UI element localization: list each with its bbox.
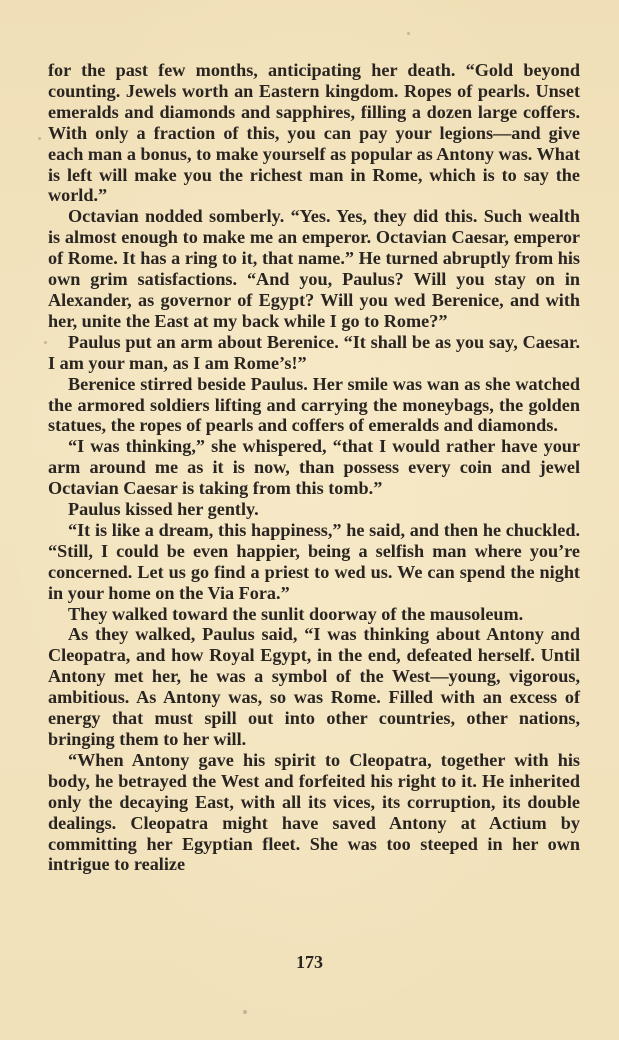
paragraph: “When Antony gave his spirit to Cleopatra, together with his body, he betrayed the West and forfeited his right to it. He inherited only the decaying East, with all its vices, its corruption, its double dealings. Cleopatra might have saved Antony at Actium by committing her Egyptian fleet. She was too steeped in her own intrigue to realize bbox=[48, 749, 580, 875]
paragraph: “It is like a dream, this happiness,” he said, and then he chuckled. “Still, I could be even happier, being a selfish man where you’re concerned. Let us go find a priest to wed us. We can spend the night in your home on the Via Fora.” bbox=[48, 519, 580, 603]
body-text bbox=[48, 60, 580, 875]
paragraph: Paulus kissed her gently. bbox=[68, 499, 259, 520]
paragraph: As they walked, Paulus said, “I was thinking about Antony and Cleopatra, and how Royal Egypt, in the end, defeated herself. Until Antony met her, he was a symbol of the West—young, vigorous, ambitious. As Antony was, so was Rome. Filled with an excess of energy that must spill out into other countries, other nations, bringing them to her will. bbox=[48, 624, 580, 749]
paper-speck bbox=[407, 32, 410, 35]
paragraph: for the past few months, anticipating her death. “Gold beyond counting. Jewels worth an Eastern kingdom. Ropes of pearls. Unset emeralds and diamonds and sapphires, filling a dozen large coffers. With only a fraction of this, you can pay your legions—and give each man a bonus, to make yourself as popular as Antony was. What is left will make you the richest man in Rome, which is to say the world.” bbox=[48, 60, 580, 206]
page-number: 173 bbox=[296, 952, 323, 972]
paragraph: Octavian nodded somberly. “Yes. Yes, they did this. Such wealth is almost enough to make me an emperor. Octavian Caesar, emperor of Rome. It has a ring to it, that name.” He turned abruptly from his own grim satisfactions. “And you, Paulus? Will you stay on in Alexander, as governor of Egypt? Will you wed Berenice, and with her, unite the East at my back while I go to Rome?” bbox=[48, 206, 580, 331]
paper-speck bbox=[243, 1010, 247, 1014]
paragraph: “I was thinking,” she whispered, “that I would rather have your arm around me as it is now, than possess every coin and jewel Octavian Caesar is taking from this tomb.” bbox=[48, 436, 580, 499]
paper-speck bbox=[44, 341, 47, 344]
paragraph: They walked toward the sunlit doorway of the mausoleum. bbox=[68, 603, 524, 624]
paragraph: Berenice stirred beside Paulus. Her smile was wan as she watched the armored soldiers lifting and carrying the moneybags, the golden statues, the ropes of pearls and coffers of emeralds and diamonds. bbox=[48, 373, 580, 436]
paper-speck bbox=[38, 137, 41, 140]
paragraph: Paulus put an arm about Berenice. “It shall be as you say, Caesar. I am your man, as I am Rome’s!” bbox=[48, 331, 580, 373]
